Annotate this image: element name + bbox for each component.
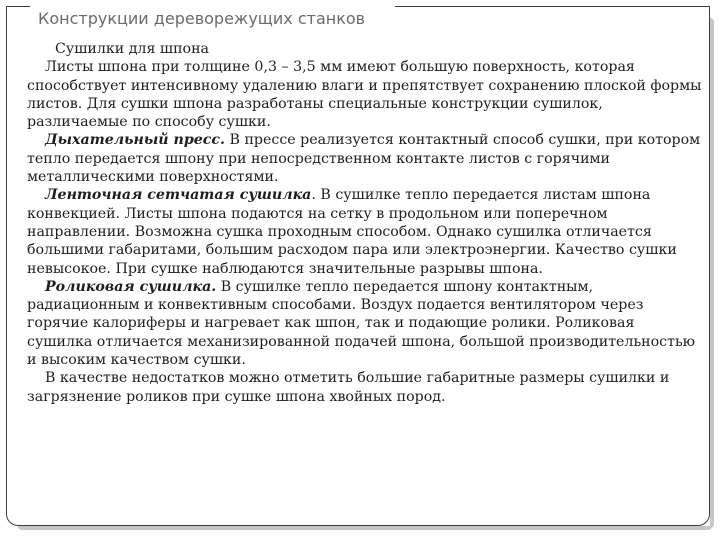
paragraph-roller-dryer — [27, 278, 703, 369]
frame-shadow-bottom — [18, 526, 712, 530]
frame-shadow-right — [710, 18, 714, 528]
text-breathing-press: В прессе реализуется контактный способ сушки, при котором тепло передается шпону при непосредственном контакте листов с горячими металлическими поверхностями. — [27, 132, 701, 186]
term-belt-mesh-dryer: Ленточная сетчатая сушилка — [45, 187, 312, 204]
paragraph-breathing-press — [27, 131, 703, 186]
frame-top-border-right — [395, 6, 710, 7]
text-belt-mesh-dryer: . В сушилке тепло передается листам шпона конвекцией. Листы шпона подаются на сетку в продольном или поперечном направлении. Возможна сушка проходным способом. Однако сушилка отличается большими габаритами, большим расходом пара или электроэнергии. Качество сушки невысокое. При сушке наблюдаются значительные разрывы шпона. — [27, 187, 677, 277]
term-breathing-press: Дыхательный пресс. — [45, 132, 225, 149]
body-text — [27, 40, 703, 406]
conclusion-paragraph: В качестве недостатков можно отметить большие габаритные размеры сушилки и загрязнение роликов при сушке шпона хвойных пород. — [27, 370, 670, 405]
term-roller-dryer: Роликовая сушилка. — [45, 278, 217, 295]
text-roller-dryer: В сушилке тепло передается шпону контактным, радиационным и конвективным способами. Воздух подается вентилятором через горячие калориферы и нагревает как шпон, так и подающие ролики. Роликовая сушилка отличается механизированной подачей шпона, большой производительностью и высоким качеством сушки. — [27, 278, 696, 369]
intro-paragraph: Листы шпона при толщине 0,3 – 3,5 мм имеют большую поверхность, которая способствует интенсивному удалению влаги и препятствует сохранению плоской формы листов. Для сушки шпона разработаны специальные конструкции сушилок, различаемые по способу сушки. — [27, 59, 702, 131]
paragraph-belt-mesh-dryer — [27, 186, 703, 277]
section-heading: Сушилки для шпона — [55, 41, 210, 57]
frame-top-border-left — [6, 6, 30, 7]
slide-title: Конструкции дереворежущих станков — [38, 9, 366, 28]
